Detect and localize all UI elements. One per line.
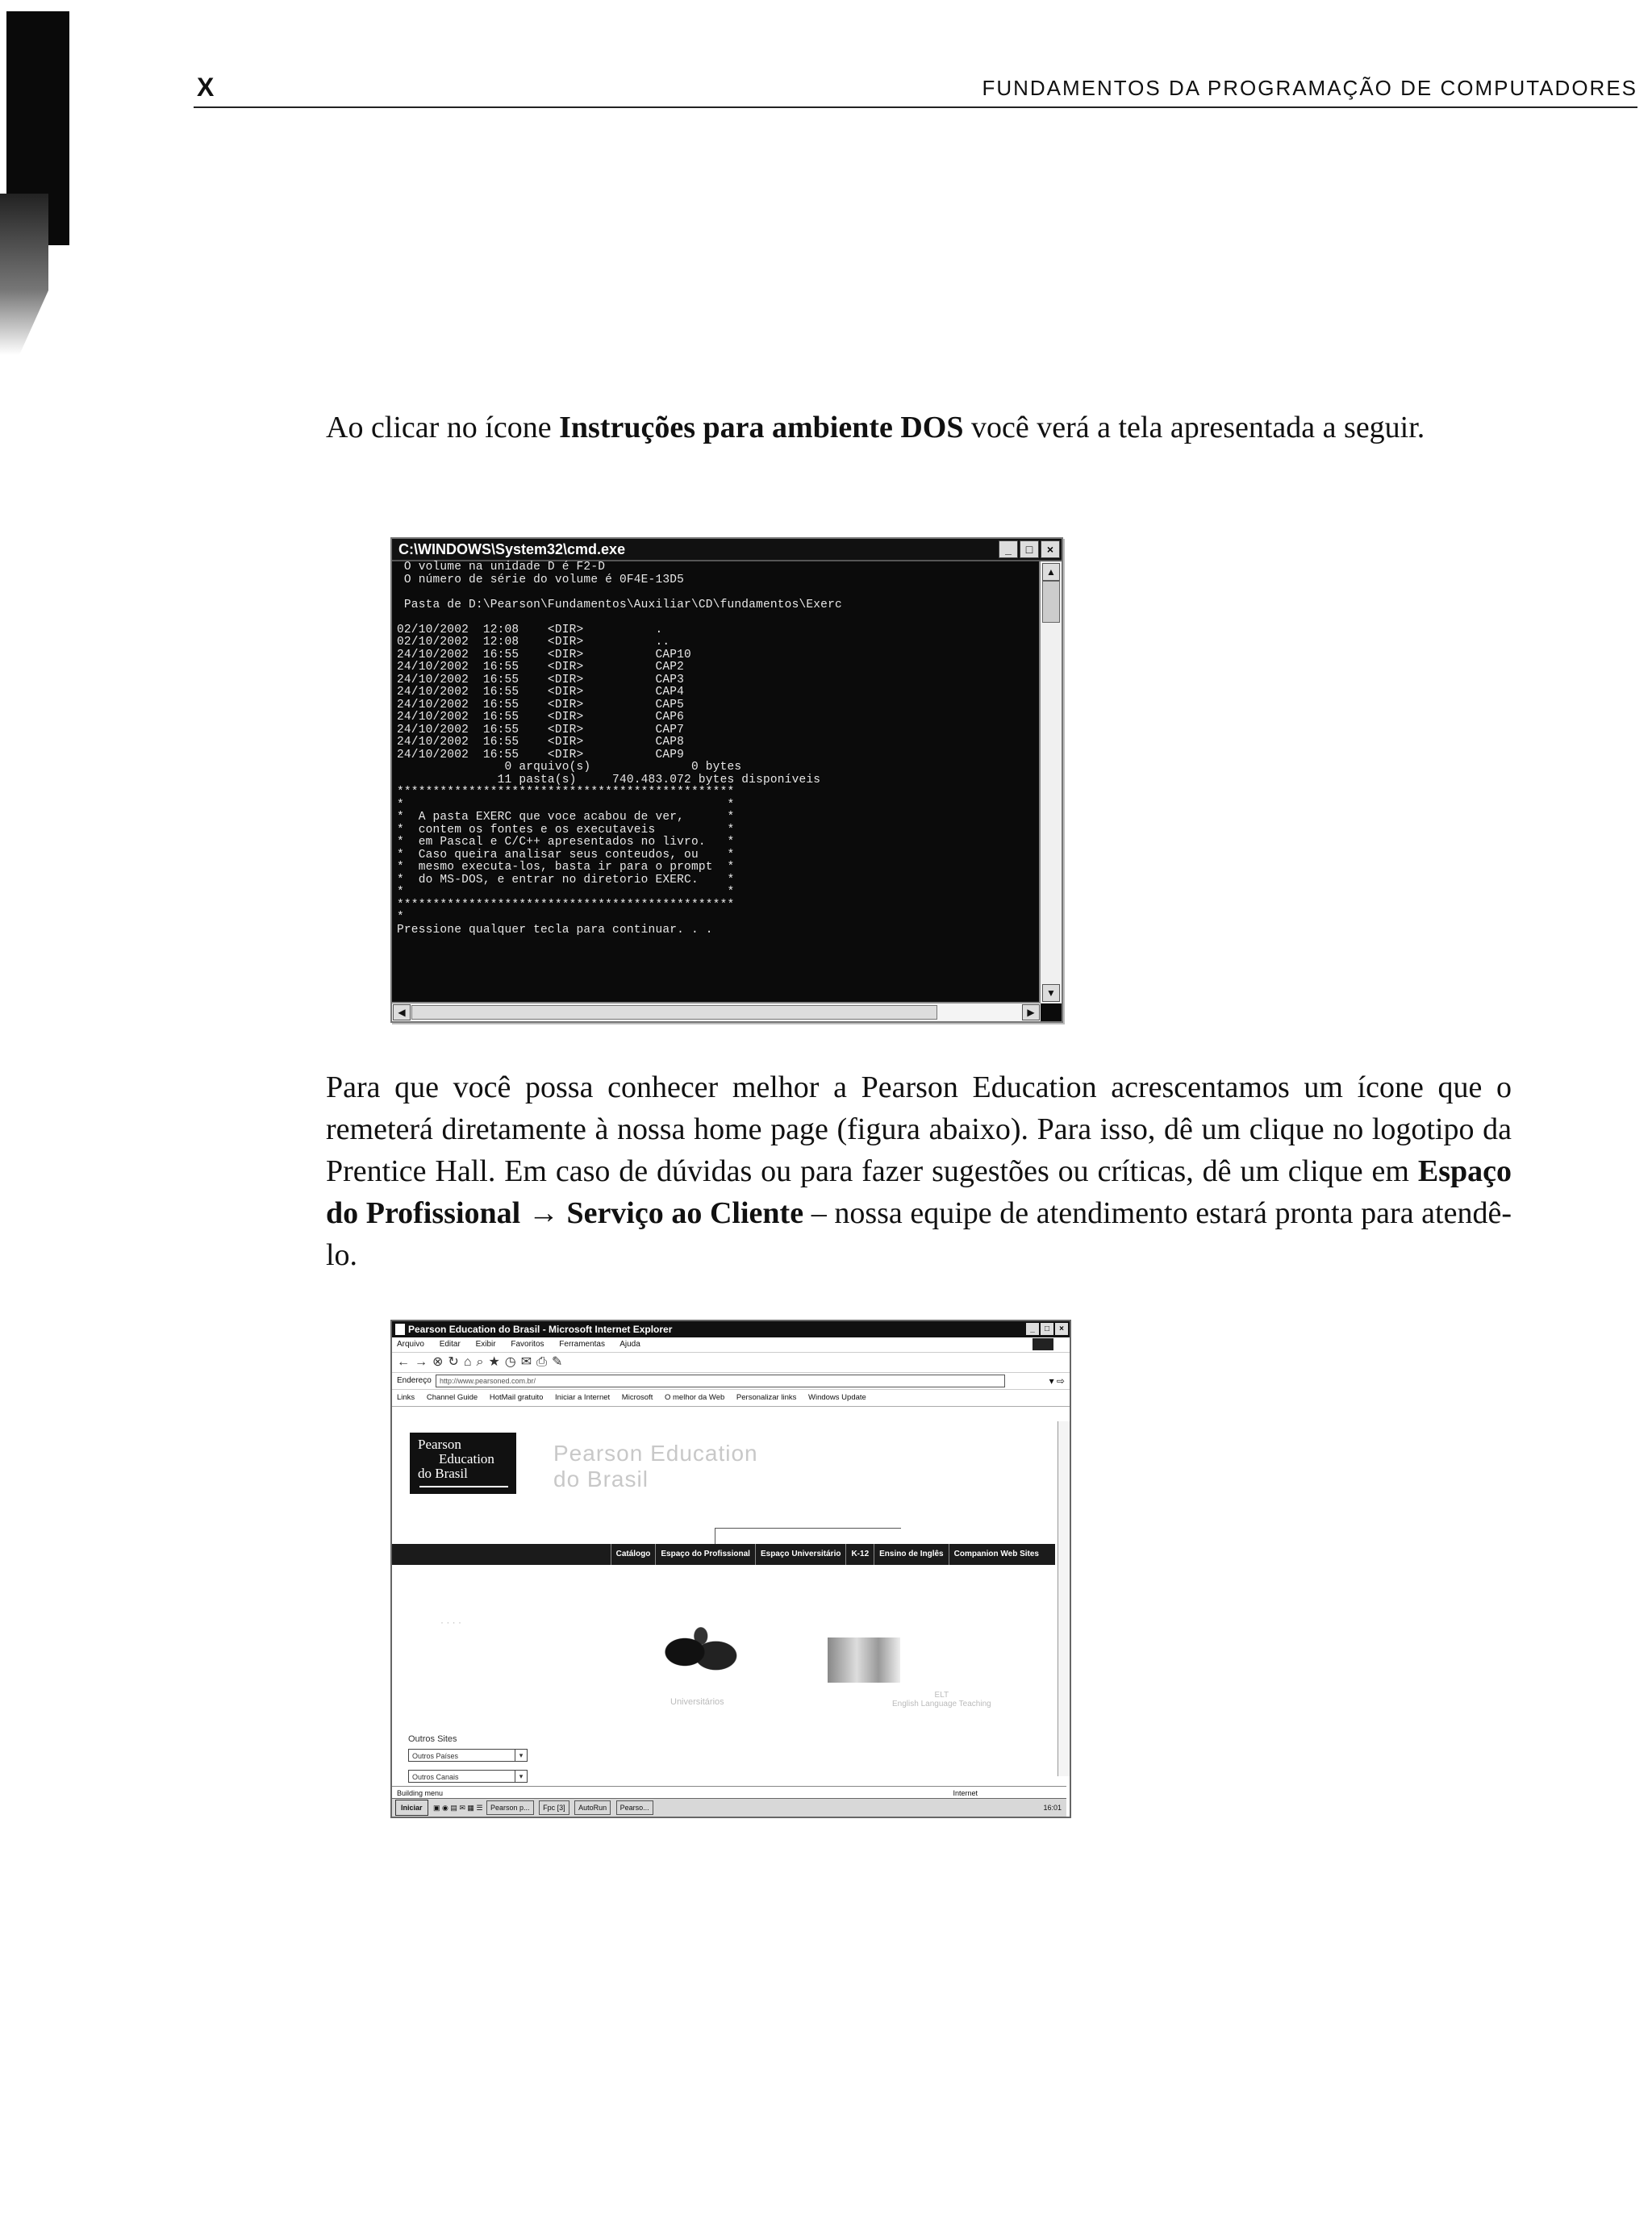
menu-editar[interactable]: Editar [439, 1340, 461, 1349]
go-icon[interactable]: ▾ ⇨ [1049, 1375, 1065, 1387]
scroll-up-icon[interactable]: ▲ [1042, 563, 1060, 581]
cmd-line: *********************************************** [397, 786, 735, 799]
cmd-window-controls [999, 540, 1060, 558]
pearson-logo[interactable] [410, 1433, 516, 1494]
links-label: Links [397, 1393, 415, 1402]
paragraph-1 [326, 407, 1512, 448]
ie-toolbar [392, 1353, 1070, 1373]
ie-close-icon[interactable]: × [1055, 1323, 1068, 1335]
cmd-window [390, 537, 1063, 1023]
ie-title-bar [392, 1321, 1070, 1337]
ie-page-icon [395, 1324, 405, 1335]
p1-lead: Ao clicar no ícone [326, 411, 560, 444]
link-iniciar-internet[interactable]: Iniciar a Internet [555, 1393, 611, 1402]
students-photo[interactable] [658, 1623, 747, 1696]
back-icon[interactable]: ← [397, 1355, 415, 1369]
ie-window [390, 1320, 1071, 1818]
cmd-line: * mesmo executa-los, basta ir para o prompt * [397, 861, 735, 874]
menu-ajuda[interactable]: Ajuda [620, 1340, 640, 1349]
ie-status-bar [392, 1786, 1066, 1799]
cmd-hscroll-thumb[interactable] [411, 1005, 937, 1020]
mail-icon[interactable]: ✉ [520, 1355, 537, 1369]
ie-address-bar [392, 1373, 1070, 1390]
cmd-line: * A pasta EXERC que voce acabou de ver, * [397, 811, 735, 824]
p1-bold: Instruções para ambiente DOS [559, 411, 964, 444]
scan-smear [0, 194, 48, 355]
link-hotmail[interactable]: HotMail gratuito [489, 1393, 544, 1402]
cmd-line: 24/10/2002 16:55 <DIR> CAP9 [397, 748, 685, 761]
cmd-line: 0 arquivo(s) 0 bytes [397, 761, 742, 774]
ie-page-content [392, 1421, 1055, 1781]
ie-minimize-icon[interactable]: _ [1026, 1323, 1039, 1335]
running-title: FUNDAMENTOS DA PROGRAMAÇÃO DE COMPUTADORES [982, 76, 1637, 100]
nav-companion-sites[interactable]: Companion Web Sites [949, 1544, 1044, 1565]
nav-catalogo[interactable]: Catálogo [611, 1544, 656, 1565]
ie-maximize-icon[interactable]: □ [1041, 1323, 1053, 1335]
cmd-line: 24/10/2002 16:55 <DIR> CAP5 [397, 698, 685, 711]
menu-favoritos[interactable]: Favoritos [511, 1340, 544, 1349]
link-channel-guide[interactable]: Channel Guide [426, 1393, 478, 1402]
p2-bold-2: Serviço ao Cliente [566, 1196, 804, 1230]
cmd-line: 24/10/2002 16:55 <DIR> CAP7 [397, 723, 685, 736]
students-caption: Universitários [670, 1697, 724, 1707]
cmd-title: C:\WINDOWS\System32\cmd.exe [398, 541, 626, 557]
task-pearson-2[interactable]: Pearso... [616, 1800, 653, 1815]
cmd-line: 24/10/2002 16:55 <DIR> CAP2 [397, 661, 685, 674]
link-melhor-web[interactable]: O melhor da Web [664, 1393, 725, 1402]
cmd-line: 24/10/2002 16:55 <DIR> CAP10 [397, 648, 691, 661]
task-fpc[interactable]: Fpc [3] [539, 1800, 569, 1815]
faint-dots: · · · · [440, 1617, 461, 1628]
link-windows-update[interactable]: Windows Update [808, 1393, 866, 1402]
site-title-line-1: Pearson Education [553, 1441, 758, 1466]
cmd-line: 11 pasta(s) 740.483.072 bytes disponíveis [397, 773, 821, 786]
cmd-output [392, 561, 1037, 1003]
address-label: Endereço [397, 1376, 432, 1385]
status-zone: Internet [953, 1789, 978, 1797]
cmd-line: * em Pascal e C/C++ apresentados no livro. * [397, 836, 735, 849]
p2-arrow: → [520, 1196, 567, 1230]
outros-sites-label: Outros Sites [408, 1734, 457, 1744]
elt-caption [892, 1691, 991, 1708]
p2-text-2: – nossa equipe de atendimento estará pronta para atendê-lo. [326, 1196, 1512, 1272]
elt-caption-1: ELT [934, 1691, 949, 1700]
edit-icon[interactable]: ✎ [551, 1355, 568, 1369]
logo-rule [419, 1486, 508, 1487]
page-header [194, 68, 1637, 108]
ie-links-bar [392, 1390, 1070, 1407]
cmd-line [392, 611, 1037, 624]
ie-title: Pearson Education do Brasil - Microsoft Internet Explorer [408, 1324, 673, 1335]
scan-edge-artifact [0, 0, 71, 347]
ie-window-controls [1026, 1323, 1068, 1335]
cmd-line: 24/10/2002 16:55 <DIR> CAP4 [397, 686, 685, 699]
menu-arquivo[interactable]: Arquivo [397, 1340, 424, 1349]
cmd-horizontal-scrollbar[interactable] [392, 1002, 1041, 1021]
status-text: Building menu [397, 1789, 444, 1797]
scroll-left-icon[interactable]: ◀ [393, 1004, 411, 1020]
cmd-line [392, 586, 1037, 599]
nav-espaco-profissional[interactable]: Espaço do Profissional [655, 1544, 755, 1565]
print-icon[interactable]: ⎙ [536, 1355, 552, 1369]
windows-taskbar [392, 1798, 1066, 1817]
maximize-icon[interactable]: □ [1020, 540, 1039, 558]
scroll-down-icon[interactable]: ▼ [1042, 984, 1060, 1002]
ie-menubar [392, 1337, 1070, 1353]
logo-line-1: Pearson [418, 1437, 461, 1452]
history-icon[interactable]: ◷ [504, 1355, 521, 1369]
cmd-line: *********************************************** [397, 898, 735, 912]
outros-canais-select[interactable]: Outros Canais ▾ [408, 1770, 528, 1783]
cmd-line: 24/10/2002 16:55 <DIR> CAP3 [397, 673, 685, 686]
home-icon[interactable]: ⌂ [463, 1355, 477, 1369]
nav-decoration [715, 1528, 901, 1545]
stop-icon[interactable]: ⊗ [432, 1355, 448, 1369]
p2-text-1: Para que você possa conhecer melhor a Pearson Education acrescentamos um ícone que o remeterá diretamente à nossa home page (figura abaixo). Para isso, dê um clique no logotipo da Prentice Hall. Em caso de dúvidas ou para fazer sugestões ou críticas, dê um clique em [326, 1070, 1512, 1188]
forward-icon[interactable]: → [415, 1355, 432, 1369]
menu-ferramentas[interactable]: Ferramentas [559, 1340, 605, 1349]
cmd-line: * * [397, 798, 735, 811]
paragraph-2 [326, 1066, 1512, 1276]
elt-caption-2: English Language Teaching [892, 1700, 991, 1708]
cmd-line: 02/10/2002 12:08 <DIR> .. [397, 636, 670, 649]
quick-launch-icons[interactable]: ▣ ◉ ▤ ✉ ▦ ☰ [433, 1804, 483, 1812]
p1-tail: você verá a tela apresentada a seguir. [963, 411, 1425, 444]
cmd-line: * do MS-DOS, e entrar no diretorio EXERC. * [397, 873, 735, 887]
cmd-vertical-scrollbar[interactable] [1039, 561, 1062, 1003]
scroll-right-icon[interactable]: ▶ [1022, 1004, 1040, 1020]
elt-image[interactable] [828, 1637, 900, 1683]
nav-k12[interactable]: K-12 [845, 1544, 874, 1565]
cmd-title-bar [392, 539, 1062, 561]
taskbar-clock: 16:01 [1043, 1804, 1062, 1812]
cmd-line: * Caso queira analisar seus conteudos, ou * [397, 848, 735, 862]
task-pearson-1[interactable]: Pearson p... [486, 1800, 534, 1815]
windows-logo-icon [1032, 1338, 1053, 1350]
cmd-line: * contem os fontes e os executaveis * [397, 823, 735, 836]
link-personalizar[interactable]: Personalizar links [736, 1393, 797, 1402]
favorites-icon[interactable]: ★ [488, 1355, 505, 1369]
cmd-line: O número de série do volume é 0F4E-13D5 [397, 573, 685, 586]
outros-paises-select[interactable]: Outros Países ▾ [408, 1749, 528, 1762]
refresh-icon[interactable]: ↻ [448, 1355, 464, 1369]
close-icon[interactable]: × [1041, 540, 1060, 558]
logo-line-3: do Brasil [418, 1466, 468, 1481]
menu-exibir[interactable]: Exibir [475, 1340, 496, 1349]
cmd-line: 24/10/2002 16:55 <DIR> CAP8 [397, 736, 685, 749]
start-button[interactable]: Iniciar [395, 1800, 428, 1816]
p2-bold-1: Espaço do Profissional [326, 1154, 1512, 1230]
cmd-line: Pasta de D:\Pearson\Fundamentos\Auxiliar\CD\fundamentos\Exerc [397, 598, 842, 611]
cmd-line: O volume na unidade D é F2-D [397, 561, 606, 574]
cmd-line: 02/10/2002 12:08 <DIR> . [397, 623, 663, 636]
search-icon[interactable]: ⌕ [476, 1355, 489, 1369]
cmd-vscroll-thumb[interactable] [1042, 581, 1060, 623]
address-input[interactable]: http://www.pearsoned.com.br/ [436, 1375, 1005, 1387]
site-nav [392, 1544, 1055, 1565]
cmd-line: * [397, 911, 404, 924]
site-title [553, 1441, 758, 1492]
nav-ensino-ingles[interactable]: Ensino de Inglês [874, 1544, 948, 1565]
cmd-line: 24/10/2002 16:55 <DIR> CAP6 [397, 711, 685, 724]
nav-espaco-universitario[interactable]: Espaço Universitário [755, 1544, 845, 1565]
cmd-line: * * [397, 886, 735, 899]
logo-line-2: Education [439, 1451, 494, 1466]
minimize-icon[interactable]: _ [999, 540, 1018, 558]
cmd-line: Pressione qualquer tecla para continuar. . . [397, 923, 713, 937]
ie-vertical-scrollbar[interactable] [1058, 1421, 1070, 1776]
link-microsoft[interactable]: Microsoft [621, 1393, 653, 1402]
site-title-line-2: do Brasil [553, 1466, 649, 1491]
task-autorun[interactable]: AutoRun [574, 1800, 611, 1815]
page-number: X [197, 73, 215, 102]
